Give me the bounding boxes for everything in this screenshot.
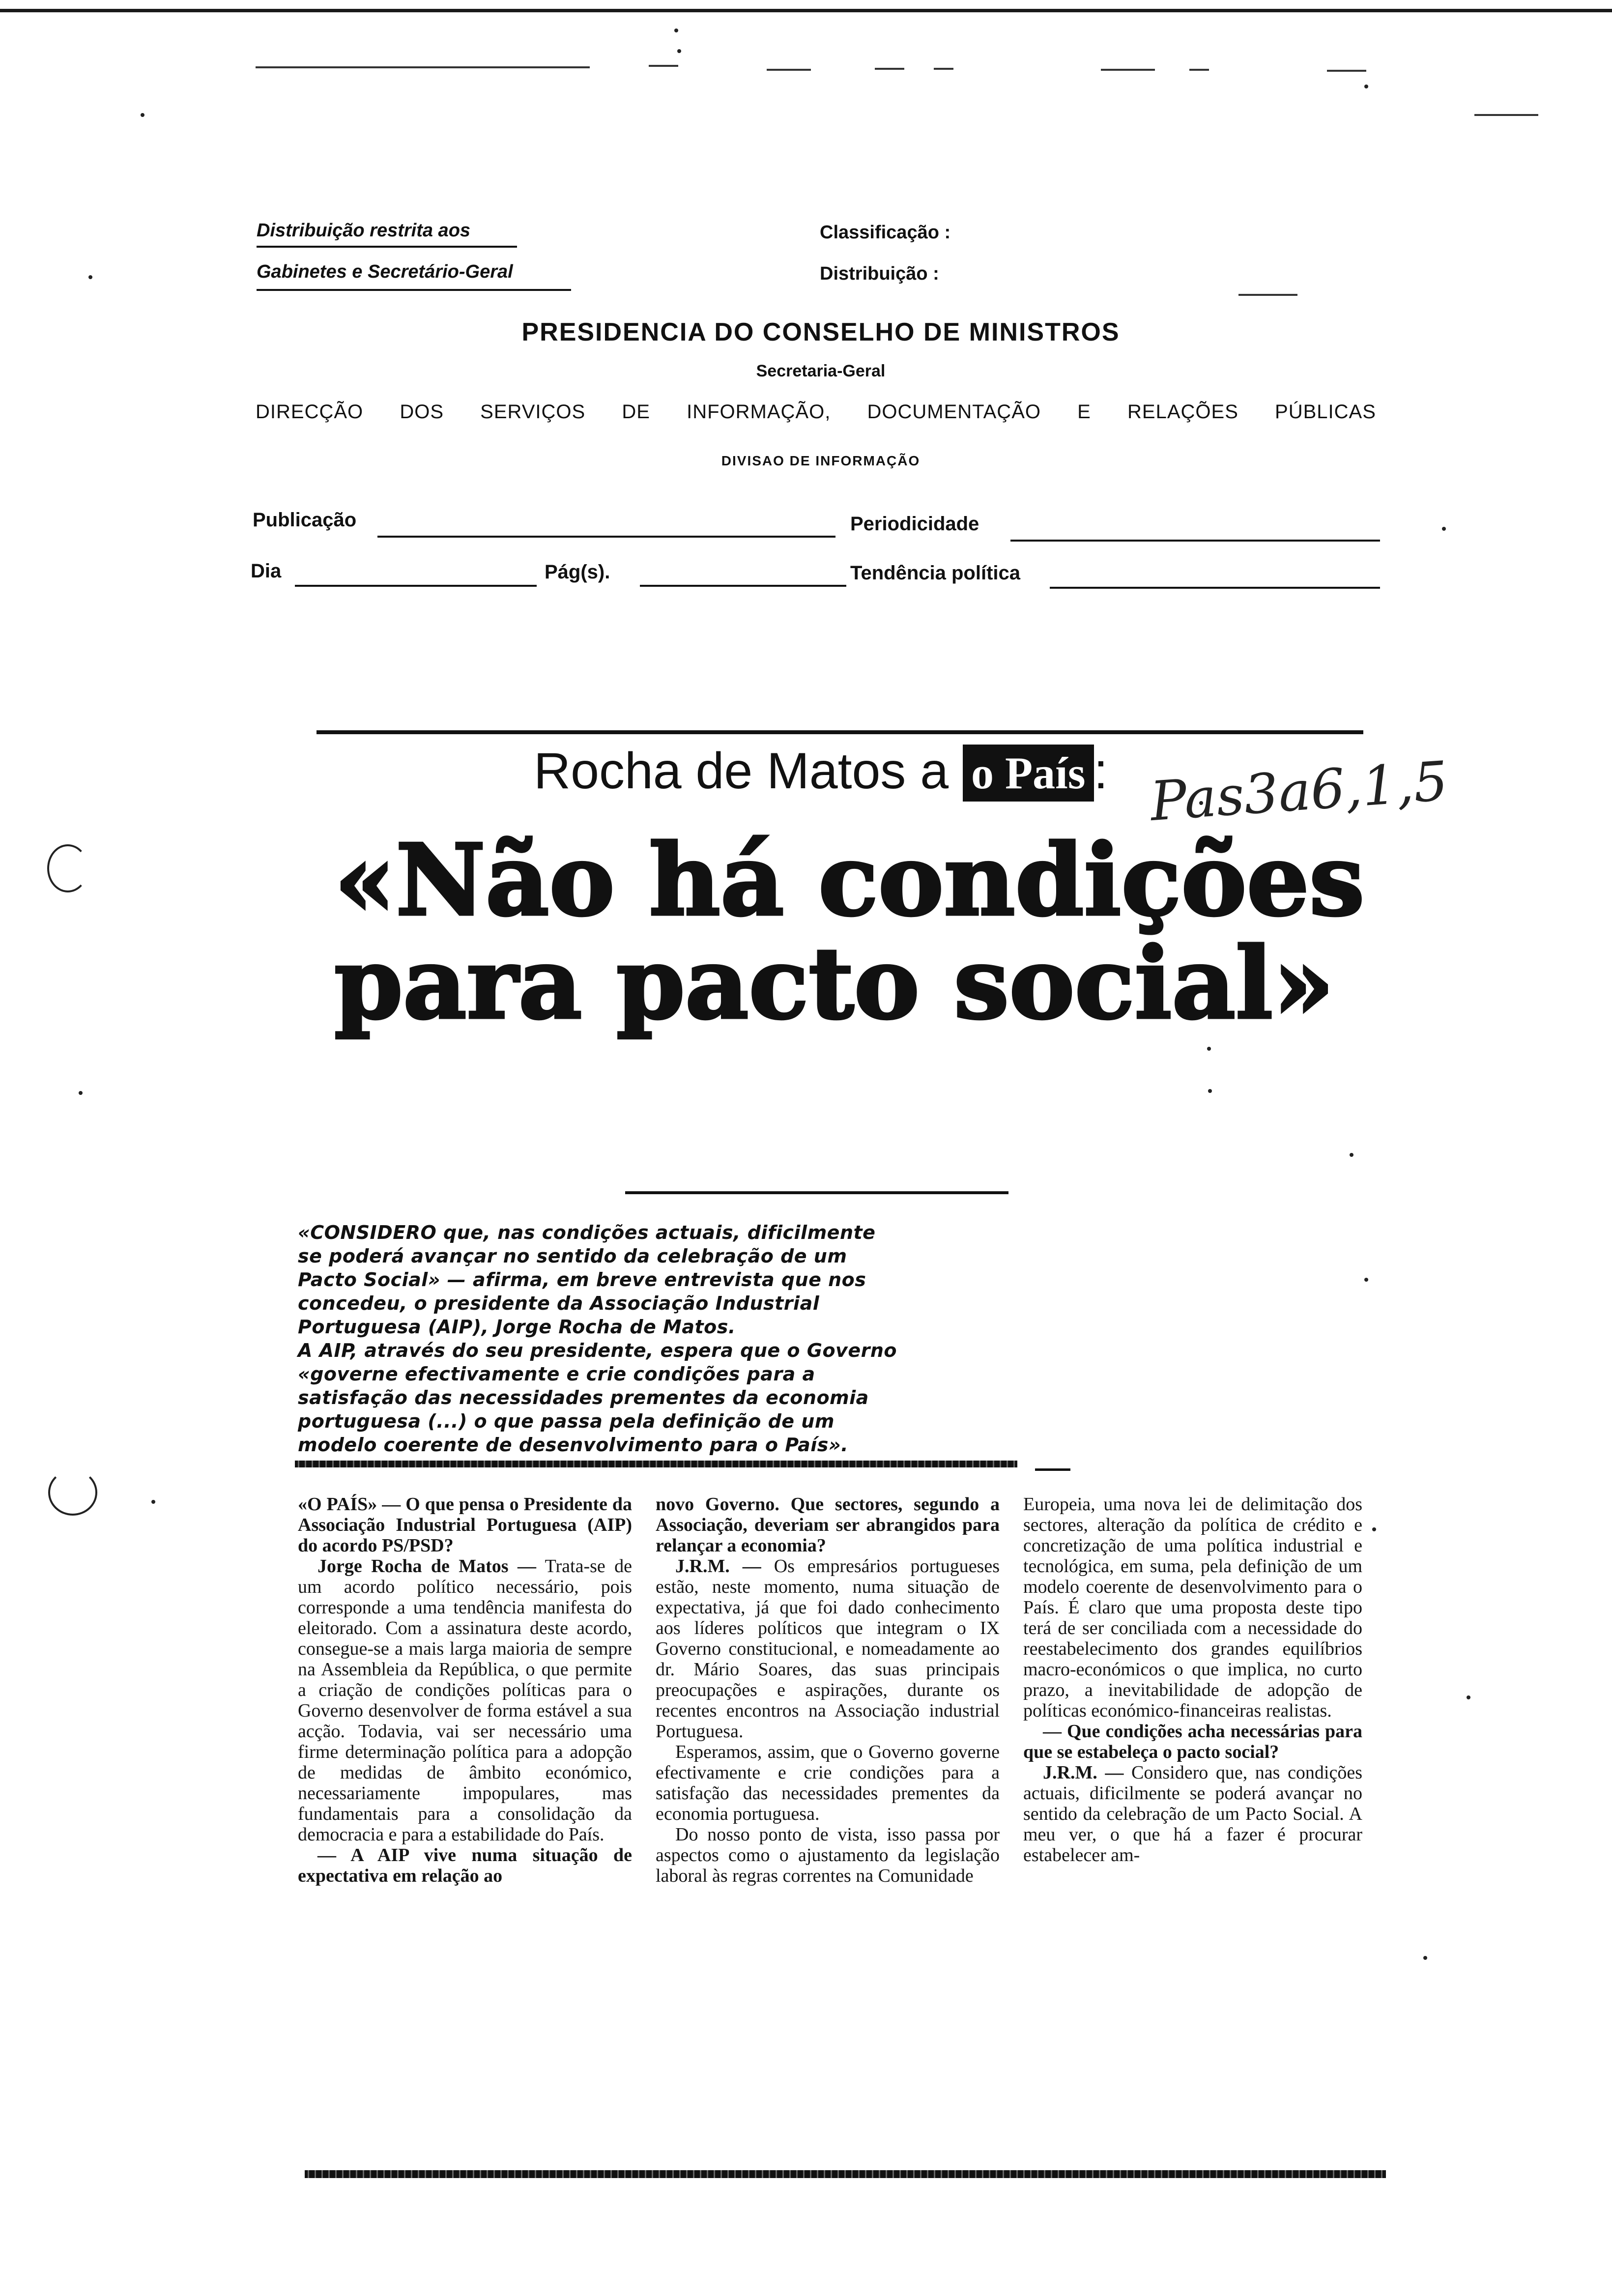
dia-line (295, 585, 537, 587)
scan-mark (875, 68, 904, 70)
scan-speck (1364, 85, 1368, 88)
direccao-word: E (1077, 401, 1091, 423)
lead-top-rule (625, 1191, 1008, 1194)
pags-label: Pág(s). (545, 561, 610, 583)
periodicidade-line (1010, 540, 1380, 542)
direccao-word: DOS (400, 401, 444, 423)
scan-speck (1423, 1956, 1427, 1960)
scan-mark (649, 65, 678, 67)
answer-2-text: Os empresários portugueses estão, neste momento, numa situação de expectativa, já que foi dado conhecimento aos líderes políticos que integram o IX Governo constitucional, e nomeadamente ao dr. Mário Soares, das suas principais preocupações e aspirações, durante os recentes encontros na Associação industrial Portuguesa. (656, 1556, 1000, 1742)
periodicidade-label: Periodicidade (850, 513, 979, 535)
classificacao-label: Classificação : (820, 222, 951, 243)
article-bottom-hatch (305, 2170, 1386, 2178)
divisao-informacao: DIVISAO DE INFORMAÇÃO (721, 453, 921, 468)
direccao-word: INFORMAÇÃO, (687, 401, 831, 423)
lead-line: Portuguesa (AIP), Jorge Rocha de Matos. (298, 1316, 736, 1338)
tendencia-line (1050, 587, 1380, 589)
lead-line: portuguesa (...) o que passa pela definição de um (298, 1410, 835, 1432)
scan-speck (674, 29, 678, 32)
direccao-word: DIRECÇÃO (256, 401, 364, 423)
question-1: «O PAÍS» — O que pensa o Presidente da Associação Industrial Portuguesa (AIP) do acordo PS/PSD? (298, 1494, 632, 1556)
scan-speck (1442, 527, 1446, 531)
restricted-distribution-line1: Distribuição restrita aos (257, 220, 471, 241)
secretaria-geral-subtitle: Secretaria-Geral (756, 362, 886, 380)
direccao-word: PÚBLICAS (1275, 401, 1376, 423)
scan-mark (1474, 114, 1538, 116)
headline-line-1: «Não há condições (334, 823, 1365, 938)
pags-line (640, 585, 846, 587)
answer-speaker: Jorge Rocha de Matos — (317, 1556, 536, 1577)
lead-line: «CONSIDERO que, nas condições actuais, dificilmente (298, 1222, 876, 1243)
scan-speck (677, 49, 681, 53)
punch-hole-mark (47, 844, 88, 892)
lead-paragraph (298, 1221, 1025, 1457)
scan-speck (88, 275, 92, 279)
scan-mark (767, 69, 811, 71)
scan-speck (1208, 1089, 1212, 1093)
lead-line: se poderá avançar no sentido da celebração de um (298, 1245, 847, 1267)
answer-1-text: Trata-se de um acordo político necessário, pois corresponde a uma tendência manifesta do eleitorado. Com a assinatura deste acordo, consegue-se a mais larga maioria de sempre na Assembleia da República, o que permite a criação de condições políticas para o Governo desenvolver de forma estável a sua acção. Todavia, vai ser necessário uma firme determinação política para a adopção de medidas de âmbito económico, necessariamente impopulares, mas fundamentais para a consolidação da democracia e para a estabilidade do País. (298, 1556, 633, 1845)
kicker-colon: : (1094, 743, 1108, 800)
scan-speck (1350, 1153, 1353, 1157)
lead-line: A AIP, através do seu presidente, espera que o Governo (298, 1340, 897, 1361)
punch-hole-mark (48, 1469, 97, 1516)
tendencia-politica-label: Tendência política (850, 562, 1020, 584)
direccao-servicos-line (256, 401, 1376, 423)
scan-mark (1327, 70, 1366, 72)
restricted-underline-2 (257, 289, 571, 291)
lead-line: concedeu, o presidente da Associação Industrial (298, 1292, 820, 1314)
scan-mark (1101, 69, 1155, 71)
direccao-word: RELAÇÕES (1127, 401, 1238, 423)
scan-speck (141, 113, 144, 117)
top-border-line (0, 9, 1612, 12)
dia-label: Dia (251, 560, 282, 582)
handwritten-page-note: Pas3a6,1,5 (1148, 749, 1450, 833)
answer-3-text: Considero que, nas condições actuais, dificilmente se poderá avançar no sentido da celebração de um Pacto Social. A meu ver, o que há a fazer é procurar estabelecer am- (1023, 1762, 1363, 1866)
answer-speaker: J.R.M. — (675, 1556, 761, 1577)
scan-speck (1364, 1278, 1368, 1282)
direccao-word: DOCUMENTAÇÃO (867, 401, 1041, 423)
distribuicao-label: Distribuição : (820, 263, 939, 284)
article-column-2 (656, 1494, 1000, 1886)
o-pais-logo: o País (963, 745, 1094, 802)
scan-speck (151, 1500, 155, 1504)
headline-kicker (534, 742, 1108, 802)
column-3-paragraph-1: Europeia, uma nova lei de delimitação dos sectores, alteração da política de crédito e concretização de uma política industrial e tecnológica, em suma, pela definição de um modelo coerente de desenvolvimento para o País. É claro que uma proposta deste tipo terá de ser conciliada com a necessidade do reestabelecimento dos grandes equilíbrios macro-económicos o que implica, no curto prazo, a inevitabilidade de adopção de políticas económico-financeiras realistas. (1023, 1494, 1362, 1721)
question-2-end: novo Governo. Que sectores, segundo a Associação, deveriam ser abrangidos para relançar a economia? (656, 1494, 1000, 1556)
scan-speck (1372, 1527, 1376, 1531)
article-column-3 (1023, 1494, 1362, 1866)
answer-2-paragraph-3: Do nosso ponto de vista, isso passa por aspectos como o ajustamento da legislação laboral às regras correntes na Comunidade (656, 1824, 1000, 1886)
lead-line: «governe efectivamente e crie condições para a (298, 1363, 815, 1385)
publicacao-line (377, 536, 835, 538)
scan-speck (79, 1091, 83, 1095)
scan-speck (1207, 1047, 1211, 1051)
column3-top-rule (1035, 1468, 1070, 1471)
direccao-word: DE (622, 401, 650, 423)
scan-mark (1189, 69, 1209, 71)
question-2-start: — A AIP vive numa situação de expectativa em relação ao (298, 1845, 632, 1886)
headline-top-rule (317, 730, 1363, 734)
scan-mark (1238, 294, 1297, 296)
restricted-distribution-line2: Gabinetes e Secretário-Geral (257, 261, 513, 282)
publicacao-label: Publicação (253, 509, 357, 531)
restricted-underline-1 (257, 246, 517, 248)
lead-line: Pacto Social» — afirma, em breve entrevista que nos (298, 1269, 866, 1291)
headline-line-2: para pacto social» (334, 926, 1334, 1041)
scan-speck (1467, 1695, 1470, 1699)
direccao-word: SERVIÇOS (480, 401, 586, 423)
scan-mark (934, 68, 953, 70)
article-column-1 (298, 1494, 632, 1886)
lead-line: satisfação das necessidades prementes da economia (298, 1387, 869, 1408)
question-3: — Que condições acha necessárias para que se estabeleça o pacto social? (1023, 1721, 1362, 1762)
kicker-text: Rocha de Matos a (534, 743, 949, 800)
scan-mark (256, 66, 590, 68)
answer-speaker: J.R.M. — (1043, 1762, 1124, 1783)
lead-line: modelo coerente de desenvolvimento para o País». (298, 1434, 849, 1456)
lead-bottom-hatch (295, 1461, 1017, 1467)
presidencia-title: PRESIDENCIA DO CONSELHO DE MINISTROS (521, 318, 1120, 346)
answer-2-paragraph-2: Esperamos, assim, que o Governo governe efectivamente e crie condições para a satisfação das necessidades prementes da economia portuguesa. (656, 1742, 1000, 1824)
